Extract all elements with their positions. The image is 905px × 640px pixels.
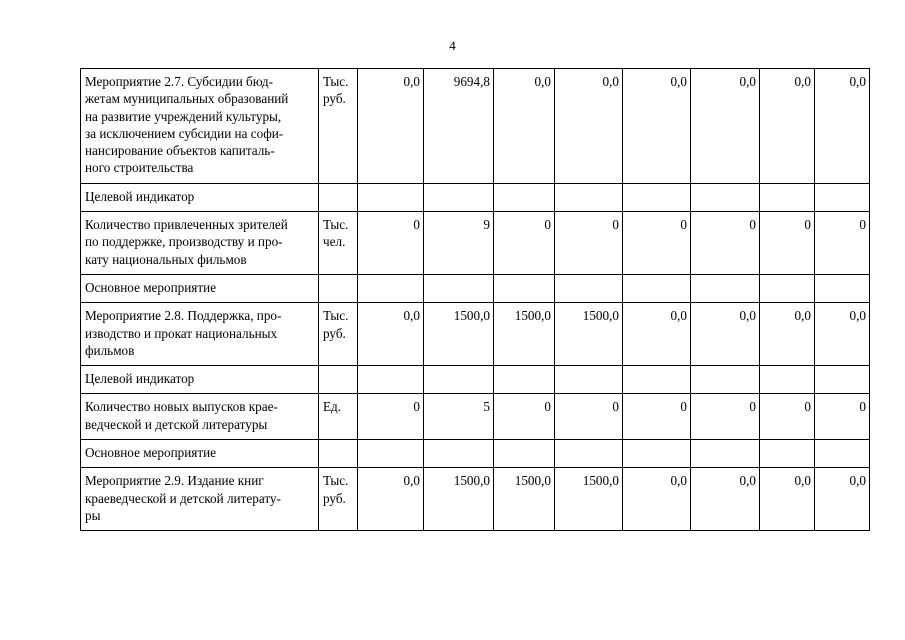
empty-cell: [815, 274, 870, 302]
item-name-line: Мероприятие 2.8. Поддержка, про-: [85, 308, 282, 324]
empty-cell: [691, 274, 760, 302]
unit-cell: [319, 394, 358, 440]
empty-cell: [358, 274, 424, 302]
item-name-line: по поддержке, производству и про-: [85, 234, 283, 250]
empty-cell: [691, 440, 760, 468]
empty-cell: [815, 440, 870, 468]
unit-line: Тыс.: [323, 217, 349, 233]
value-cell: 5: [424, 394, 494, 440]
unit-cell: [319, 303, 358, 366]
empty-cell: [494, 183, 555, 211]
item-name-line: изводство и прокат национальных: [85, 325, 278, 341]
section-label: Целевой индикатор: [81, 183, 319, 211]
empty-cell: [424, 440, 494, 468]
item-name-line: Мероприятие 2.7. Субсидии бюд-: [85, 74, 274, 89]
item-name-line: фильмов: [85, 342, 135, 358]
section-row: [81, 366, 870, 394]
item-name-line: краеведческой и детской литерату-: [85, 490, 281, 506]
empty-cell: [555, 440, 623, 468]
empty-cell: [623, 183, 691, 211]
empty-cell: [358, 183, 424, 211]
value-cell: 0,0: [358, 468, 424, 531]
unit-cell: [319, 69, 358, 184]
value-cell: 9: [424, 212, 494, 275]
program-table: [80, 68, 870, 531]
value-cell: 1500,0: [494, 468, 555, 531]
empty-cell: [424, 274, 494, 302]
value-cell: 0: [623, 212, 691, 275]
value-cell: 1500,0: [424, 468, 494, 531]
value-cell: 0,0: [815, 69, 870, 184]
empty-cell: [555, 366, 623, 394]
value-cell: 0: [815, 394, 870, 440]
value-cell: 0,0: [555, 69, 623, 184]
value-cell: 0,0: [815, 468, 870, 531]
empty-cell: [623, 366, 691, 394]
item-name-line: Мероприятие 2.9. Издание книг: [85, 473, 264, 489]
item-name-line: за исключением субсидии на софи-: [85, 125, 284, 141]
empty-cell: [319, 274, 358, 302]
empty-cell: [691, 366, 760, 394]
section-row: [81, 274, 870, 302]
value-cell: 0: [494, 212, 555, 275]
section-label: Основное мероприятие: [81, 274, 319, 302]
table-row: [81, 394, 870, 440]
empty-cell: [358, 440, 424, 468]
item-name-cell: [81, 394, 319, 440]
unit-line: руб.: [323, 490, 346, 506]
table-row: [81, 69, 870, 184]
value-cell: 0: [691, 212, 760, 275]
value-cell: 1500,0: [494, 303, 555, 366]
empty-cell: [760, 274, 815, 302]
item-name-line: ного строительства: [85, 160, 194, 176]
section-label: Основное мероприятие: [81, 440, 319, 468]
value-cell: 0: [358, 394, 424, 440]
empty-cell: [815, 366, 870, 394]
unit-line: Тыс.: [323, 308, 349, 324]
item-name-line: нансирование объектов капиталь-: [85, 143, 275, 159]
table-row: [81, 303, 870, 366]
empty-cell: [555, 274, 623, 302]
value-cell: 0: [358, 212, 424, 275]
value-cell: 1500,0: [424, 303, 494, 366]
item-name-line: Количество привлеченных зрителей: [85, 217, 288, 233]
empty-cell: [319, 183, 358, 211]
value-cell: 0: [494, 394, 555, 440]
unit-line: Тыс.: [323, 74, 349, 89]
empty-cell: [691, 183, 760, 211]
value-cell: 0,0: [358, 69, 424, 184]
empty-cell: [494, 366, 555, 394]
empty-cell: [555, 183, 623, 211]
value-cell: 0,0: [760, 69, 815, 184]
empty-cell: [319, 366, 358, 394]
value-cell: 0,0: [691, 468, 760, 531]
value-cell: 0,0: [623, 303, 691, 366]
value-cell: 0: [691, 394, 760, 440]
value-cell: 0: [623, 394, 691, 440]
empty-cell: [424, 366, 494, 394]
item-name-cell: [81, 303, 319, 366]
value-cell: 0,0: [623, 69, 691, 184]
empty-cell: [760, 183, 815, 211]
value-cell: 0,0: [358, 303, 424, 366]
item-name-cell: [81, 212, 319, 275]
value-cell: 0: [555, 394, 623, 440]
table-row: [81, 212, 870, 275]
unit-line: Тыс.: [323, 473, 349, 489]
value-cell: 0,0: [691, 69, 760, 184]
section-row: [81, 183, 870, 211]
item-name-line: ры: [85, 507, 101, 523]
item-name-cell: [81, 468, 319, 531]
value-cell: 0,0: [760, 303, 815, 366]
unit-line: руб.: [323, 91, 346, 107]
empty-cell: [358, 366, 424, 394]
value-cell: 0,0: [815, 303, 870, 366]
item-name-cell: [81, 69, 319, 184]
value-cell: 0,0: [494, 69, 555, 184]
empty-cell: [623, 440, 691, 468]
value-cell: 1500,0: [555, 303, 623, 366]
value-cell: 0,0: [623, 468, 691, 531]
value-cell: 0: [555, 212, 623, 275]
empty-cell: [623, 274, 691, 302]
empty-cell: [494, 440, 555, 468]
item-name-line: жетам муниципальных образований: [85, 91, 289, 107]
empty-cell: [319, 440, 358, 468]
value-cell: 9694,8: [424, 69, 494, 184]
section-label: Целевой индикатор: [81, 366, 319, 394]
empty-cell: [760, 440, 815, 468]
value-cell: 0: [760, 212, 815, 275]
empty-cell: [815, 183, 870, 211]
table-row: [81, 468, 870, 531]
unit-line: руб.: [323, 325, 346, 341]
item-name-line: Количество новых выпусков крае-: [85, 399, 278, 415]
item-name-line: на развитие учреждений культуры,: [85, 108, 282, 124]
unit-cell: [319, 212, 358, 275]
unit-line: чел.: [323, 234, 346, 250]
value-cell: 0,0: [760, 468, 815, 531]
page-number: 4: [449, 38, 456, 53]
value-cell: 1500,0: [555, 468, 623, 531]
value-cell: 0: [815, 212, 870, 275]
empty-cell: [424, 183, 494, 211]
item-name-line: кату национальных фильмов: [85, 251, 247, 267]
empty-cell: [494, 274, 555, 302]
item-name-line: ведческой и детской литературы: [85, 416, 268, 432]
value-cell: 0: [760, 394, 815, 440]
empty-cell: [760, 366, 815, 394]
unit-cell: [319, 468, 358, 531]
unit-line: Ед.: [323, 399, 342, 415]
value-cell: 0,0: [691, 303, 760, 366]
section-row: [81, 440, 870, 468]
